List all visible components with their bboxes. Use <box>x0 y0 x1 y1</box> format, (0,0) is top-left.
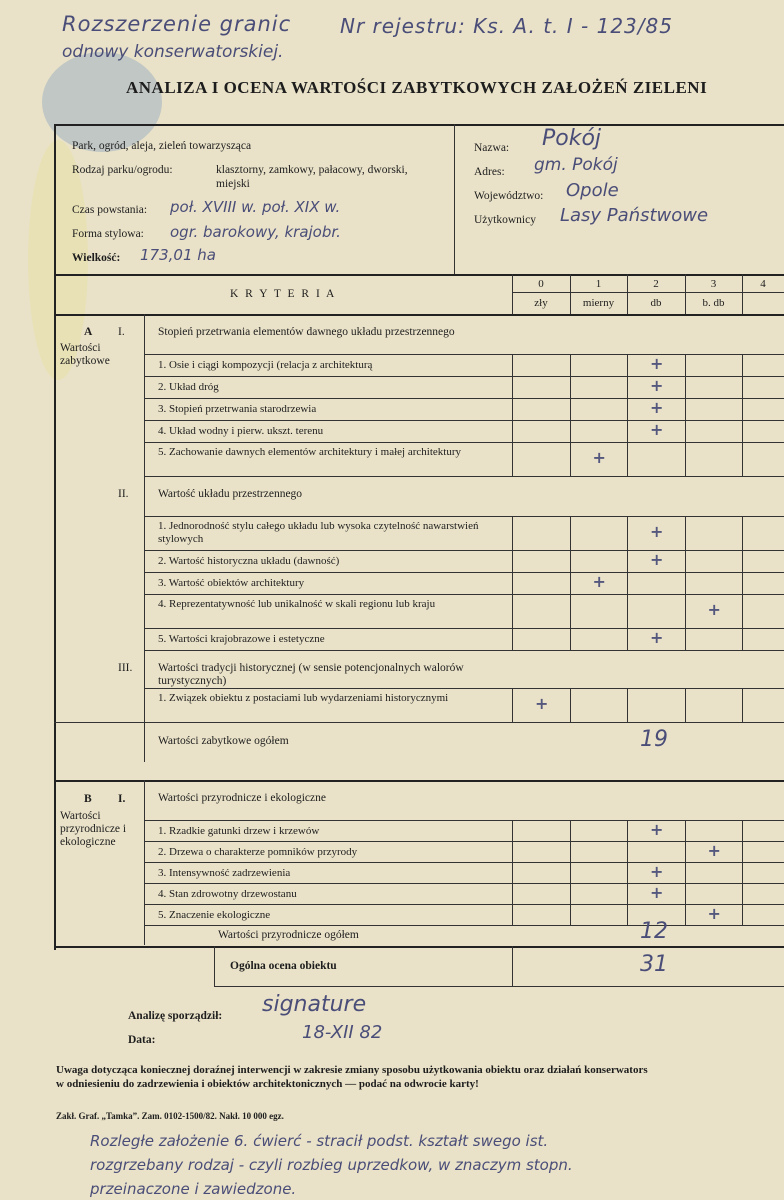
cell-line <box>627 820 628 841</box>
hand-header-line2: odnowy konserwatorskiej. <box>62 42 284 62</box>
cell-line <box>742 841 743 862</box>
grp-left-line <box>144 476 145 516</box>
score-head-4: 4 <box>760 278 766 290</box>
criterion-row-label: 4. Reprezentatywność lub unikalność w skali regionu lub kraju <box>158 598 436 610</box>
criterion-row-label: 2. Układ dróg <box>158 381 219 393</box>
kind-options: klasztorny, zamkowy, pałacowy, dworski, <box>216 164 408 176</box>
criterion-row-label: 5. Znaczenie ekologiczne <box>158 909 271 921</box>
cell-line <box>512 628 513 650</box>
criterion-row-label: 1. Rzadkie gatunki drzew i krzewów <box>158 825 320 837</box>
cell-line <box>685 516 686 550</box>
row-line <box>144 688 784 689</box>
score-mark: + <box>707 903 721 923</box>
row-left <box>144 841 145 862</box>
voivodeship-label: Województwo: <box>474 190 544 202</box>
prepared-label: Analizę sporządził: <box>128 1010 223 1022</box>
header-col-line-1 <box>627 274 628 314</box>
cell-line <box>627 688 628 722</box>
row-left <box>144 550 145 572</box>
row-left <box>144 516 145 550</box>
row-left <box>144 904 145 925</box>
cell-line <box>570 398 571 420</box>
cell-line <box>742 862 743 883</box>
cell-line <box>512 550 513 572</box>
group-title: Wartości tradycji historycznej (w sensie potencjonalnych walorów turystycznych) <box>158 662 464 687</box>
cell-line <box>570 376 571 398</box>
row-line <box>144 862 784 863</box>
total-top-line <box>54 722 784 723</box>
cell-line <box>512 572 513 594</box>
header-col-line-2 <box>685 274 686 314</box>
criterion-row-label: 5. Zachowanie dawnych elementów architektury i małej architektury <box>158 446 461 458</box>
cell-line <box>627 883 628 904</box>
grp-left-line <box>144 650 145 688</box>
cell-line <box>627 354 628 376</box>
score-head-0: 0 <box>538 278 544 290</box>
cell-line <box>570 420 571 442</box>
section-a-letter: A <box>84 326 93 338</box>
cell-line <box>512 820 513 841</box>
voivodeship-value: Opole <box>566 180 619 201</box>
row-line <box>144 516 784 517</box>
grp-top-line <box>144 476 784 477</box>
overall-left <box>214 946 215 986</box>
cell-line <box>685 688 686 722</box>
section-b-letter: B <box>84 793 92 805</box>
header-top-line <box>54 274 784 276</box>
criterion-row-label: 5. Wartości krajobrazowe i estetyczne <box>158 633 325 645</box>
cell-line <box>627 628 628 650</box>
row-left <box>144 594 145 628</box>
score-mark: + <box>650 550 664 569</box>
cell-line <box>512 354 513 376</box>
printer-info: Zakł. Graf. „Tamka”. Zam. 0102-1500/82. Nakł. 10 000 egz. <box>56 1111 284 1121</box>
cell-line <box>742 904 743 925</box>
cell-line <box>512 442 513 476</box>
row-line <box>144 841 784 842</box>
row-line <box>144 628 784 629</box>
total-top-line <box>144 925 784 926</box>
size-label: Wielkość: <box>72 252 121 264</box>
kind-options-2: miejski <box>216 178 250 190</box>
kind-label: Rodzaj parku/ogrodu: <box>72 164 173 176</box>
overall-bottom <box>214 986 784 987</box>
cell-line <box>512 398 513 420</box>
row-left <box>144 354 145 376</box>
criterion-row-label: 3. Wartość obiektów architektury <box>158 577 305 589</box>
overall-value: 31 <box>640 952 668 977</box>
row-left <box>144 442 145 476</box>
row-line <box>144 420 784 421</box>
cell-line <box>685 841 686 862</box>
row-left <box>144 398 145 420</box>
row-left <box>144 420 145 442</box>
cell-line <box>627 572 628 594</box>
cell-line <box>742 594 743 628</box>
cell-line <box>627 862 628 883</box>
cell-line <box>742 572 743 594</box>
cell-line <box>570 628 571 650</box>
score-head-3: 3 <box>710 278 717 290</box>
cell-line <box>685 550 686 572</box>
group-title: Stopień przetrwania elementów dawnego układu przestrzennego <box>158 326 455 338</box>
score-mark: + <box>650 398 664 417</box>
cell-line <box>627 550 628 572</box>
row-left <box>144 862 145 883</box>
hand-note-3: przeinaczone i zawiedzone. <box>90 1180 297 1198</box>
cell-line <box>570 594 571 628</box>
overall-top <box>54 946 784 948</box>
grp-left-line <box>144 314 145 354</box>
row-line <box>144 904 784 905</box>
cell-line <box>512 420 513 442</box>
cell-line <box>685 354 686 376</box>
cell-line <box>742 688 743 722</box>
row-line <box>144 550 784 551</box>
cell-line <box>570 862 571 883</box>
address-value: gm. Pokój <box>534 155 618 175</box>
note-line-2: w odniesieniu do zadrzewienia i obiektów architektonicznych — podać na odwrocie karty! <box>56 1078 479 1090</box>
criterion-row-label: 1. Osie i ciągi kompozycji (relacja z architekturą <box>158 359 373 371</box>
founding-value: poł. XVIII w. poł. XIX w. <box>170 198 341 216</box>
cell-line <box>627 442 628 476</box>
cell-line <box>742 516 743 550</box>
section-a-label: Wartości zabytkowe <box>60 342 110 367</box>
cell-line <box>685 883 686 904</box>
total-left <box>144 925 145 945</box>
style-value: ogr. barokowy, krajobr. <box>170 223 341 241</box>
cell-line <box>570 516 571 550</box>
cell-line <box>685 572 686 594</box>
score-mark: + <box>650 354 664 373</box>
row-left <box>144 820 145 841</box>
hand-note-2: rozgrzebany rodzaj - czyli rozbieg uprzedkow, w znaczym stopn. <box>90 1156 573 1174</box>
cell-line <box>512 594 513 628</box>
row-left <box>144 572 145 594</box>
row-left <box>144 376 145 398</box>
cell-line <box>570 883 571 904</box>
cell-line <box>627 594 628 628</box>
total-value: 19 <box>640 727 668 752</box>
total-label: Wartości zabytkowe ogółem <box>158 735 289 747</box>
score-mark: + <box>650 376 664 395</box>
founding-label: Czas powstania: <box>72 204 148 216</box>
score-mark: + <box>707 840 721 860</box>
cell-line <box>685 594 686 628</box>
section-b-top <box>54 780 784 782</box>
cell-line <box>742 376 743 398</box>
criterion-row-label: 1. Związek obiektu z postaciami lub wydarzeniami historycznymi <box>158 692 449 704</box>
group-roman: I. <box>118 326 125 338</box>
row-line <box>144 442 784 443</box>
cell-line <box>570 688 571 722</box>
prepared-signature: signature <box>262 992 367 1017</box>
row-line <box>144 398 784 399</box>
info-divider <box>454 124 455 274</box>
grp-top-line <box>144 650 784 651</box>
cell-line <box>685 628 686 650</box>
header-bottom-line <box>54 314 784 316</box>
hand-header-line1: Rozszerzenie granic <box>62 12 292 36</box>
section-b-roman: I. <box>118 793 126 805</box>
paper-stain-blue <box>42 52 162 152</box>
cell-line <box>627 904 628 925</box>
criterion-row-label: 4. Stan zdrowotny drzewostanu <box>158 888 297 900</box>
criterion-row-label: 2. Wartość historyczna układu (dawność) <box>158 555 340 567</box>
cell-line <box>512 376 513 398</box>
score-mark: + <box>592 448 606 467</box>
grade-head-0: zły <box>534 297 548 309</box>
score-mark: + <box>592 572 606 591</box>
score-mark: + <box>535 694 549 713</box>
cell-line <box>685 376 686 398</box>
size-value: 173,01 ha <box>140 246 216 264</box>
cell-line <box>685 398 686 420</box>
total-label: Wartości przyrodnicze ogółem <box>218 929 359 941</box>
total-value: 12 <box>640 919 668 944</box>
criterion-row-label: 1. Jednorodność stylu całego układu lub wysoka czytelność nawarstwień stylowych <box>158 520 479 545</box>
cell-line <box>685 820 686 841</box>
cell-line <box>570 820 571 841</box>
group-roman: III. <box>118 662 133 674</box>
row-line <box>144 594 784 595</box>
note-line-1: Uwaga dotycząca koniecznej doraźnej interwencji w zakresie zmiany sposobu użytkowania obiektu oraz działań konserwators <box>56 1064 648 1076</box>
hand-registry: Nr rejestru: Ks. A. t. I - 123/85 <box>340 14 673 38</box>
section-b-label: Wartości przyrodnicze i ekologiczne <box>60 810 127 848</box>
cell-line <box>570 904 571 925</box>
cell-line <box>742 883 743 904</box>
row-line <box>144 883 784 884</box>
grade-head-2: db <box>650 297 662 309</box>
date-label: Data: <box>128 1034 156 1046</box>
cell-line <box>512 862 513 883</box>
cell-line <box>570 572 571 594</box>
score-mark: + <box>650 819 664 839</box>
score-head-1: 1 <box>595 278 602 290</box>
row-line <box>144 354 784 355</box>
row-left <box>144 883 145 904</box>
overall-mid <box>512 946 513 986</box>
cell-line <box>742 354 743 376</box>
row-line <box>144 572 784 573</box>
group-title: Wartość układu przestrzennego <box>158 488 303 500</box>
score-mark: + <box>707 600 721 619</box>
cell-line <box>685 904 686 925</box>
row-line <box>144 376 784 377</box>
score-mark: + <box>650 420 664 439</box>
row-line <box>144 820 784 821</box>
address-label: Adres: <box>474 166 505 178</box>
group-roman: II. <box>118 488 129 500</box>
criterion-row-label: 2. Drzewa o charakterze pomników przyrody <box>158 846 358 858</box>
header-col-line-3 <box>742 274 743 314</box>
cell-line <box>742 628 743 650</box>
score-mark: + <box>650 861 664 881</box>
cell-line <box>742 398 743 420</box>
overall-label: Ogólna ocena obiektu <box>230 960 337 972</box>
cell-line <box>512 516 513 550</box>
cell-line <box>685 862 686 883</box>
frame-left <box>54 124 56 950</box>
cell-line <box>570 354 571 376</box>
criterion-row-label: 4. Układ wodny i pierw. ukszt. terenu <box>158 425 324 437</box>
criteria-label: K R Y T E R I A <box>230 288 337 300</box>
cell-line <box>627 516 628 550</box>
score-mark: + <box>650 522 664 541</box>
cell-line <box>742 442 743 476</box>
header-col-line-0 <box>570 274 571 314</box>
cell-line <box>570 442 571 476</box>
score-mark: + <box>650 628 664 647</box>
cell-line <box>685 420 686 442</box>
cell-line <box>685 442 686 476</box>
cell-line <box>742 820 743 841</box>
header-mid-line <box>512 292 784 293</box>
score-head-2: 2 <box>653 278 659 290</box>
total-left <box>144 722 145 762</box>
cell-line <box>570 550 571 572</box>
page-title: ANALIZA I OCENA WARTOŚCI ZABYTKOWYCH ZAŁOŻEŃ ZIELENI <box>126 78 708 97</box>
group-title: Wartości przyrodnicze i ekologiczne <box>158 792 326 804</box>
cell-line <box>627 376 628 398</box>
users-label: Użytkownicy <box>474 214 536 226</box>
cell-line <box>512 904 513 925</box>
grade-head-1: mierny <box>582 297 615 309</box>
score-mark: + <box>650 882 664 902</box>
cell-line <box>742 420 743 442</box>
criterion-row-label: 3. Intensywność zadrzewienia <box>158 867 291 879</box>
users-value: Lasy Państwowe <box>560 205 709 226</box>
frame-top <box>54 124 784 126</box>
criterion-row-label: 3. Stopień przetrwania starodrzewia <box>158 403 317 415</box>
style-label: Forma stylowa: <box>72 228 144 240</box>
date-value: 18-XII 82 <box>302 1022 383 1043</box>
cell-line <box>512 688 513 722</box>
cell-line <box>570 841 571 862</box>
name-value: Pokój <box>542 126 602 151</box>
cell-line <box>627 398 628 420</box>
cell-line <box>627 841 628 862</box>
header-vline <box>512 274 513 314</box>
cell-line <box>512 841 513 862</box>
cell-line <box>742 550 743 572</box>
park-type-label: Park, ogród, aleja, zieleń towarzysząca <box>72 140 252 152</box>
name-label: Nazwa: <box>474 142 510 154</box>
row-left <box>144 688 145 722</box>
cell-line <box>512 883 513 904</box>
row-left <box>144 628 145 650</box>
cell-line <box>627 420 628 442</box>
hand-note-1: Rozległe założenie 6. ćwierć - stracił podst. kształt swego ist. <box>90 1132 549 1150</box>
grp-left-line <box>144 780 145 820</box>
grade-head-3: b. db <box>702 297 725 309</box>
